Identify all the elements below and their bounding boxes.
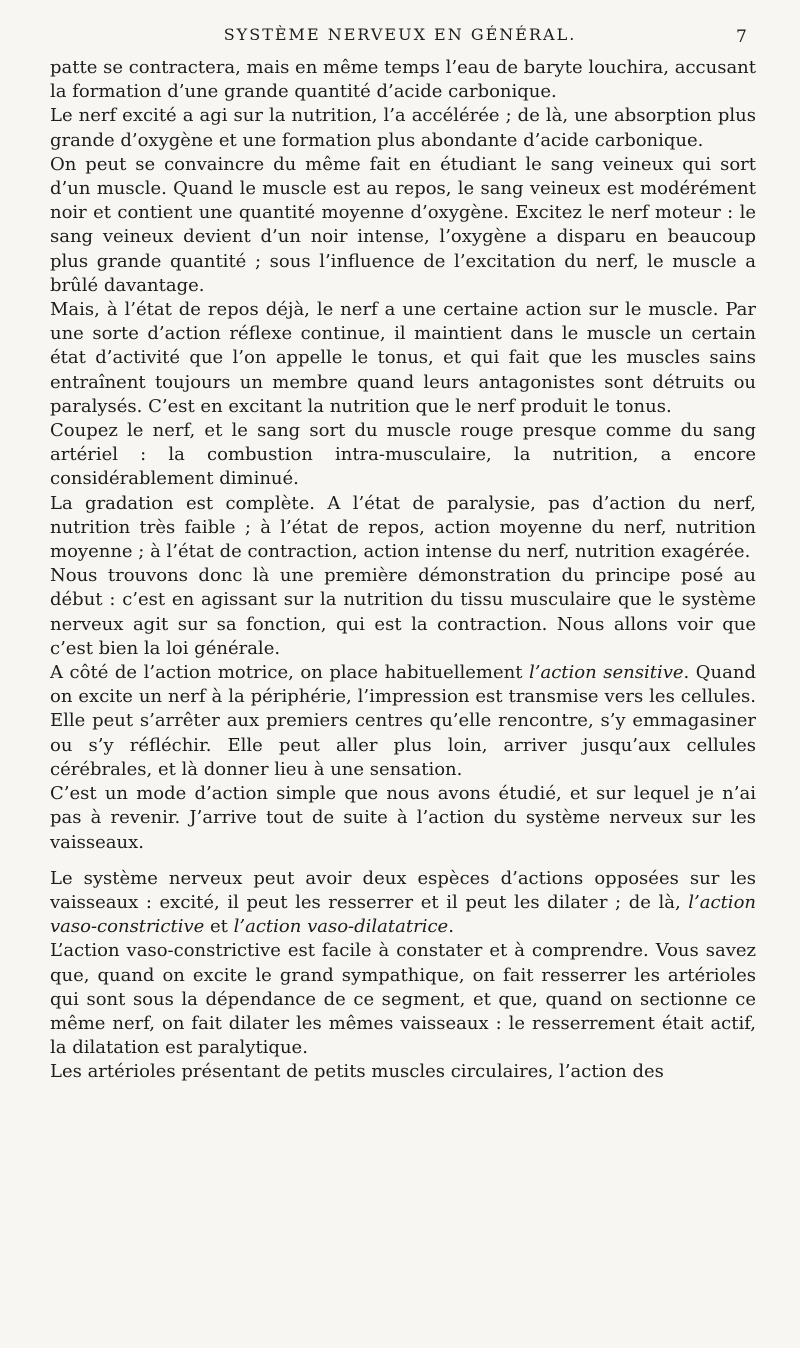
paragraph: Nous trouvons donc là une première démonstration du principe posé au début : c’est en agissant sur la nutrition du tissu musculaire que le système nerveux agit sur sa fonction, qui est la contraction. Nous allons voir que c’est bien la loi générale. — [50, 565, 756, 659]
paragraph: patte se contractera, mais en même temps l’eau de baryte louchira, accusant la formation d’une grande quantité d’acide carbonique. — [50, 57, 756, 103]
paragraph-text: et — [204, 916, 234, 938]
page-header-title: SYSTÈME NERVEUX EN GÉNÉRAL. — [223, 25, 577, 44]
paragraph-text: A côté de l’action motrice, on place habituellement — [50, 662, 529, 684]
page-number: 7 — [736, 27, 747, 47]
paragraph-text: Le système nerveux peut avoir deux espèces d’actions opposées sur les vaisseaux : excité, il peut les resserrer et il peut les dilater ; de là, — [50, 867, 756, 913]
paragraph — [50, 661, 756, 782]
paragraph-text: . — [448, 916, 454, 938]
paragraph-text: . Quand on excite un nerf à la périphérie, l’impression est transmise vers les cellules. Elle peut s’arrêter aux premiers centres qu’elle rencontre, s’y emmagasiner ou s’y réfléchir. Elle peut aller plus loin, arriver jusqu’aux cellules cérébrales, et là donner lieu à une sensation. — [50, 662, 756, 780]
paragraph: Le nerf excité a agi sur la nutrition, l’a accélérée ; de là, une absorption plus grande d’oxygène et une formation plus abondante d’acide carbonique. — [50, 105, 756, 151]
paragraph: L’action vaso-constrictive est facile à constater et à comprendre. Vous savez que, quand on excite le grand sympathique, on fait resserrer les artérioles qui sont sous la dépendance de ce segment, et que, quand on sectionne ce même nerf, on fait dilater les mêmes vaisseaux : le resserrement était actif, la dilatation est paralytique. — [50, 940, 756, 1059]
running-head — [0, 20, 800, 50]
term-action-sensitive: l’action sensitive — [528, 662, 684, 684]
body-text — [50, 56, 756, 1085]
paragraph: On peut se convaincre du même fait en étudiant le sang veineux qui sort d’un muscle. Quand le muscle est au repos, le sang veineux est modérément noir et contient une quantité moyenne d’oxygène. Excitez le nerf moteur : le sang veineux devient d’un noir intense, l’oxygène a disparu en beaucoup plus grande quantité ; sous l’influence de l’excitation du nerf, le muscle a brûlé davantage. — [50, 153, 756, 296]
term-action-vaso-constrictive: l’action vaso-constrictive — [50, 891, 756, 938]
paragraph: C’est un mode d’action simple que nous avons étudié, et sur lequel je n’ai pas à revenir. J’arrive tout de suite à l’action du système nerveux sur les vaisseaux. — [50, 783, 756, 853]
paragraph: Mais, à l’état de repos déjà, le nerf a une certaine action sur le muscle. Par une sorte d’action réflexe continue, il maintient dans le muscle un certain état d’activité que l’on appelle le tonus, et qui fait que les muscles sains entraînent toujours un membre quand leurs antagonistes sont détruits ou paralysés. C’est en excitant la nutrition que le nerf produit le tonus. — [50, 299, 756, 417]
paragraph: La gradation est complète. A l’état de paralysie, pas d’action du nerf, nutrition très faible ; à l’état de repos, action moyenne du nerf, nutrition moyenne ; à l’état de contraction, action intense du nerf, nutrition exagérée. — [50, 492, 756, 563]
term-action-vaso-dilatatrice: l’action vaso-dilatatrice — [233, 916, 449, 938]
paragraph: Les artérioles présentant de petits muscles circulaires, l’action des — [50, 1061, 664, 1083]
paragraph: Coupez le nerf, et le sang sort du muscle rouge presque comme du sang artériel : la combustion intra-musculaire, la nutrition, a encore considérablement diminué. — [50, 420, 756, 490]
paragraph — [50, 867, 756, 940]
